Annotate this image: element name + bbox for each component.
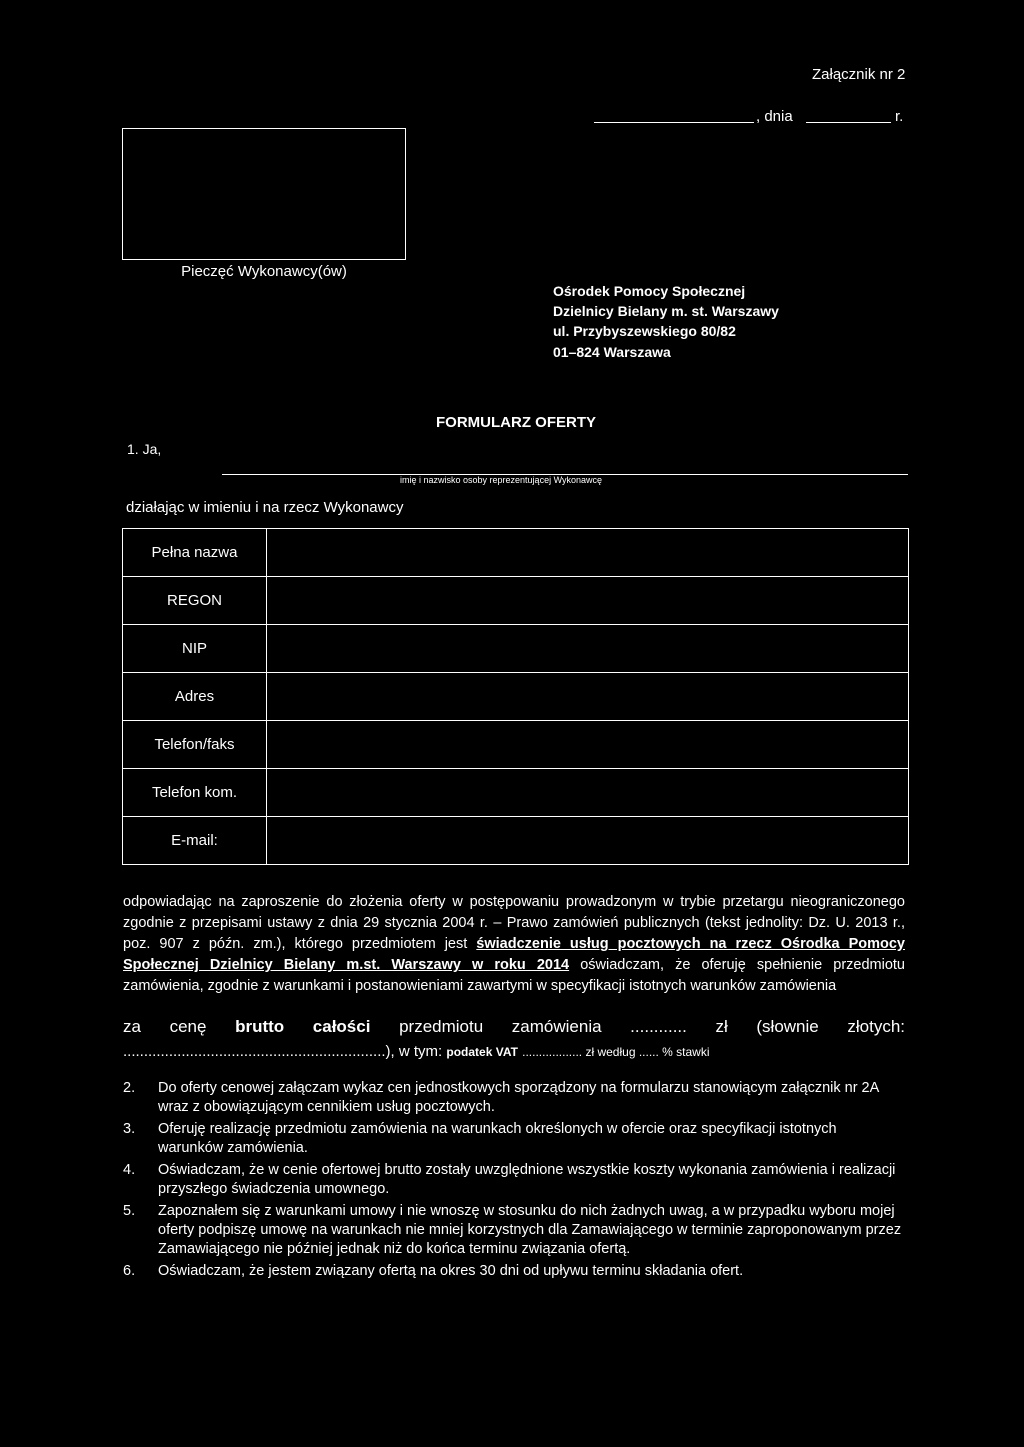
regon-field[interactable] xyxy=(267,577,909,625)
recipient-line-4: 01–824 Warszawa xyxy=(553,344,671,360)
stamp-caption: Pieczęć Wykonawcy(ów) xyxy=(181,263,347,280)
price-line-1 xyxy=(123,1016,905,1038)
email-field[interactable] xyxy=(267,817,909,865)
declarations-list xyxy=(123,1079,905,1284)
contractor-data-table xyxy=(122,528,909,865)
offer-paragraph-declaration: oświadczam, że oferuję spełnienie przedmiotu zamówienia, zgodnie z warunkami i postanowieniami zawartymi w specyfikacji istotnych warunków zamówienia xyxy=(123,957,905,994)
nip-field[interactable] xyxy=(267,625,909,673)
price-label: za cenę xyxy=(123,1017,207,1036)
offer-paragraph xyxy=(123,892,905,997)
list-item xyxy=(123,1161,905,1199)
list-item xyxy=(123,1120,905,1158)
list-item-number: 4. xyxy=(123,1162,136,1178)
vat-blank[interactable]: .................. zł według ...... % stawki xyxy=(522,1045,710,1059)
list-item-text: Do oferty cenowej załączam wykaz cen jednostkowych sporządzony na formularzu stanowiącym załącznik nr 2A wraz z obowiązującym cennikiem usług pocztowych. xyxy=(158,1080,879,1115)
date-r-label: r. xyxy=(895,108,904,125)
list-item-number: 6. xyxy=(123,1263,136,1279)
row-label-full-name: Pełna nazwa xyxy=(123,529,267,577)
form-title: FORMULARZ OFERTY xyxy=(436,414,596,431)
list-item xyxy=(123,1079,905,1117)
price-gross-label: brutto całości xyxy=(235,1017,371,1036)
place-blank-line[interactable] xyxy=(594,122,754,123)
row-label-nip: NIP xyxy=(123,625,267,673)
list-item xyxy=(123,1262,905,1281)
acting-on-behalf-text: działając w imieniu i na rzecz Wykonawcy xyxy=(126,499,404,516)
date-blank-line[interactable] xyxy=(806,122,891,123)
list-item-number: 3. xyxy=(123,1121,136,1137)
table-row xyxy=(123,817,909,865)
representative-name-hint: imię i nazwisko osoby reprezentującej Wykonawcę xyxy=(400,475,603,485)
table-row xyxy=(123,673,909,721)
row-label-phone-fax: Telefon/faks xyxy=(123,721,267,769)
price-remainder: przedmiotu zamówienia ............ zł (słownie złotych: xyxy=(399,1017,905,1036)
contract-subject: świadczenie usług pocztowych na rzecz Ośrodka Pomocy Społecznej Dzielnicy Bielany m.st. Warszawy w roku 2014 xyxy=(123,936,905,973)
row-label-regon: REGON xyxy=(123,577,267,625)
price-line-2 xyxy=(123,1042,905,1062)
stamp-box[interactable] xyxy=(122,128,406,260)
phone-fax-field[interactable] xyxy=(267,721,909,769)
table-row xyxy=(123,577,909,625)
row-label-address: Adres xyxy=(123,673,267,721)
list-item xyxy=(123,1202,905,1259)
mobile-field[interactable] xyxy=(267,769,909,817)
offer-paragraph-intro: odpowiadając na zaproszenie do złożenia oferty w postępowaniu prowadzonym w trybie przetargu nieograniczonego zgodnie z przepisami ustawy z dnia 29 stycznia 2004 r. – Prawo zamówień publicznych (tekst jednolity: Dz. U. 2013 r., poz. 907 z późn. zm.), którego przedmiotem jest xyxy=(123,894,905,952)
table-row xyxy=(123,769,909,817)
vat-label: podatek VAT xyxy=(446,1045,518,1059)
intro-ja: 1. Ja, xyxy=(127,441,162,457)
list-item-text: Oświadczam, że w cenie ofertowej brutto zostały uwzględnione wszystkie koszty wykonania zamówienia i realizacji przyszłego świadczenia umownego. xyxy=(158,1162,896,1197)
recipient-line-1: Ośrodek Pomocy Społecznej xyxy=(553,283,746,299)
attachment-label: Załącznik nr 2 xyxy=(812,66,906,83)
full-name-field[interactable] xyxy=(267,529,909,577)
recipient-line-2: Dzielnicy Bielany m. st. Warszawy xyxy=(553,303,779,319)
table-row xyxy=(123,625,909,673)
list-item-text: Zapoznałem się z warunkami umowy i nie wnoszę w stosunku do nich żadnych uwag, a w przypadku wyboru mojej oferty podpiszę umowę na warunkach nie mniej korzystnych dla Zamawiającego w terminie zaproponowanym przez Zamawiającego nie później jednak niż do końca terminu związania ofertą. xyxy=(158,1203,902,1257)
recipient-line-3: ul. Przybyszewskiego 80/82 xyxy=(553,323,736,339)
list-item-text: Oferuję realizację przedmiotu zamówienia na warunkach określonych w ofercie oraz specyfikacji istotnych warunków zamówienia. xyxy=(158,1121,837,1156)
table-row xyxy=(123,529,909,577)
table-row xyxy=(123,721,909,769)
price-words-blank[interactable]: ...............................................................), w tym: xyxy=(123,1043,443,1060)
date-dnia-label: , dnia xyxy=(756,108,793,125)
row-label-mobile: Telefon kom. xyxy=(123,769,267,817)
list-item-text: Oświadczam, że jestem związany ofertą na okres 30 dni od upływu terminu składania ofert. xyxy=(158,1263,744,1279)
address-field[interactable] xyxy=(267,673,909,721)
row-label-email: E-mail: xyxy=(123,817,267,865)
list-item-number: 5. xyxy=(123,1203,136,1219)
list-item-number: 2. xyxy=(123,1080,136,1096)
